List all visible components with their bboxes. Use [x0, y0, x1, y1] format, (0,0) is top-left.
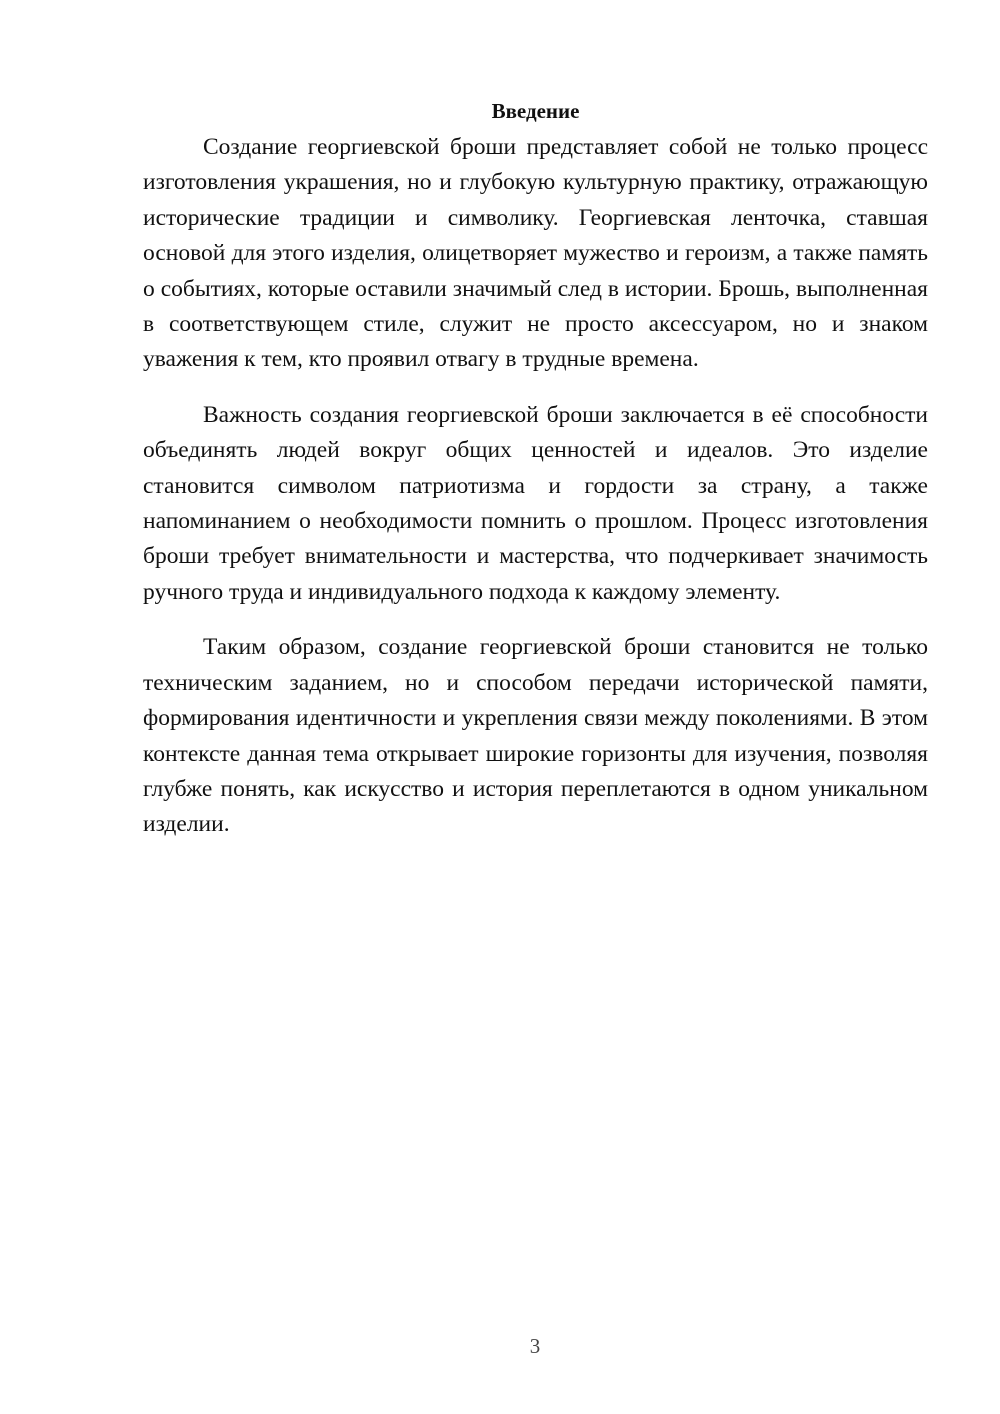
paragraph-3: Таким образом, создание георгиевской броши становится не только техническим заданием, но и способом передачи исторической памяти, формирования идентичности и укрепления связи между поколениями. В этом контексте данная тема открывает широкие горизонты для изучения, позволяя глубже понять, как искусство и история переплетаются в одном уникальном изделии. — [143, 634, 928, 838]
paragraph-2: Важность создания георгиевской броши заключается в её способности объединять людей вокруг общих ценностей и идеалов. Это изделие становится символом патриотизма и гордости за страну, а также напоминанием о необходимости помнить о прошлом. Процесс изготовления броши требует внимательности и мастерства, что подчеркивает значимость ручного труда и индивидуального подхода к каждому элементу. — [143, 401, 928, 605]
page-number: 3 — [529, 1334, 541, 1358]
paragraph-1: Создание георгиевской броши представляет собой не только процесс изготовления украшения, но и глубокую культурную практику, отражающую исторические традиции и символику. Георгиевская ленточка, ставшая основой для этого изделия, олицетворяет мужество и героизм, а также память о событиях, которые оставили значимый след в истории. Брошь, выполненная в соответствующем стиле, служит не просто аксессуаром, но и знаком уважения к тем, кто проявил отвагу в трудные времена. — [143, 134, 928, 373]
page-content — [143, 96, 928, 863]
section-heading: Введение — [491, 99, 580, 123]
